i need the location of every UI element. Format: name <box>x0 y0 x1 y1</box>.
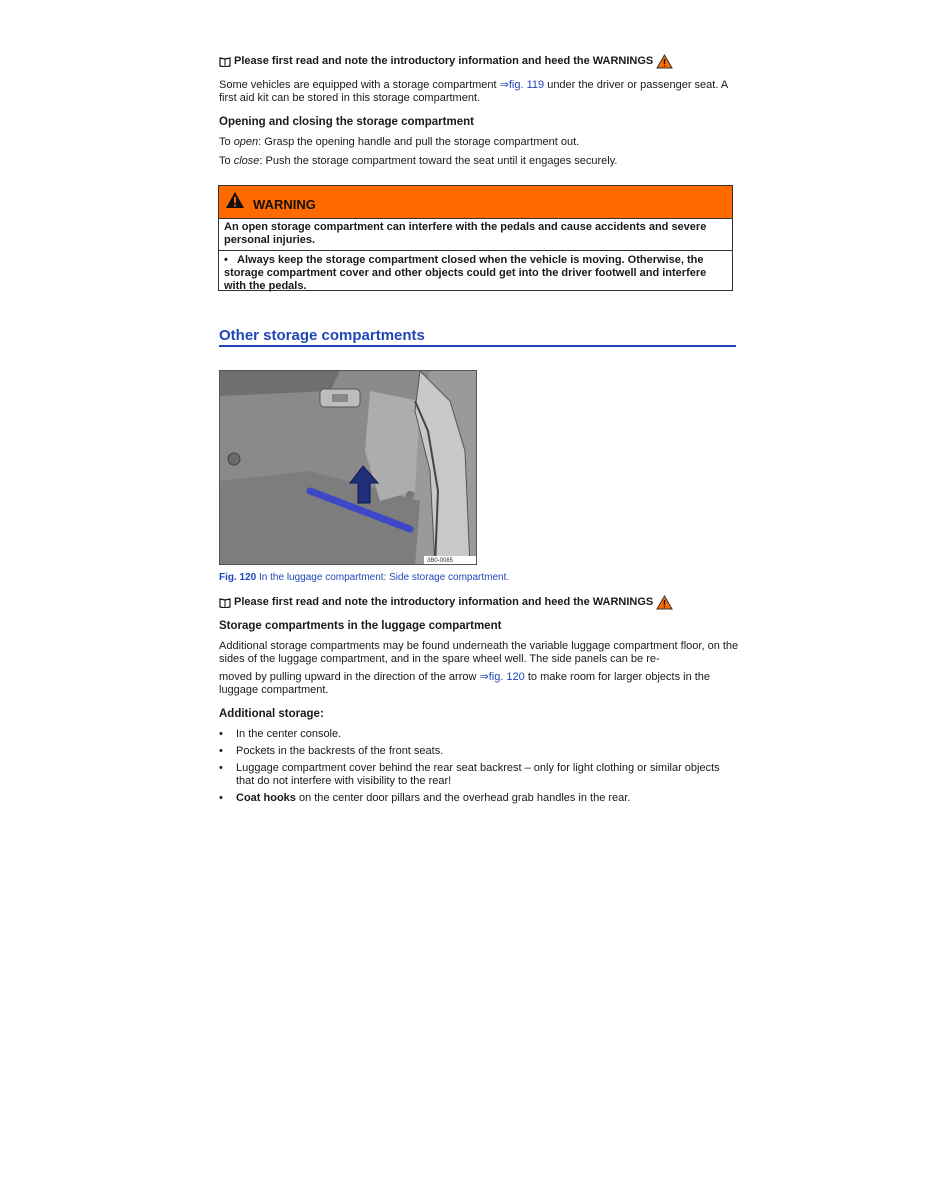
intro-note-text: Please first read and note the introductory information and heed the WARNINGS <box>234 55 654 67</box>
close-rest: : Push the storage compartment toward the seat until it engages securely. <box>259 155 618 167</box>
warning-body <box>219 219 732 293</box>
figure-code: 3B0-0085 <box>427 558 454 564</box>
luggage-heading: Storage compartments in the luggage compartment <box>219 620 502 632</box>
close-prefix: To <box>219 155 234 167</box>
warning-line-1: An open storage compartment can interfere with the pedals and cause accidents and severe personal injuries. <box>224 221 707 246</box>
warning-line-2-text: Always keep the storage compartment closed when the vehicle is moving. Otherwise, the storage compartment cover and other objects could get into the driver footwell and interfere with the pedals. <box>224 254 707 292</box>
intro-text-rest: under the driver or passenger seat. A first aid kit can be stored in this storage compartment. <box>219 79 728 104</box>
list-item-text: In the center console. <box>236 728 342 740</box>
intro-text: Some vehicles are equipped with a storage compartment <box>219 79 500 91</box>
open-instruction <box>219 136 739 149</box>
warning-bullet: • <box>224 254 228 266</box>
close-instruction <box>219 155 739 168</box>
bullet-dot: • <box>219 728 223 740</box>
luggage-paragraph-2 <box>219 671 739 697</box>
caption-text: In the luggage compartment: Side storage compartment. <box>256 572 510 583</box>
bullet-dot: • <box>219 762 223 774</box>
intro-note <box>219 54 673 69</box>
luggage-p2-rest: to make room for larger objects in the luggage compartment. <box>219 671 711 696</box>
fig-119-link[interactable]: ⇒fig. 119 <box>499 79 545 91</box>
figure-caption <box>219 571 509 584</box>
fig-120-link[interactable]: ⇒fig. 120 <box>479 671 525 683</box>
section-title: Other storage compartments <box>219 329 736 347</box>
warning-title: WARNING <box>253 197 316 212</box>
warning-divider <box>219 250 732 251</box>
open-em: open <box>233 136 259 148</box>
book-icon <box>219 598 231 608</box>
warning-triangle-icon <box>656 595 673 610</box>
bullet-dot: • <box>219 792 223 804</box>
warning-header <box>219 186 732 219</box>
warning-box <box>218 185 733 291</box>
coat-hooks-bold: Coat hooks <box>236 792 296 804</box>
coat-hooks-rest: on the center door pillars and the overhead grab handles in the rear. <box>295 792 631 804</box>
caption-label: Fig. 120 <box>219 572 257 583</box>
intro-paragraph <box>219 79 739 105</box>
luggage-note <box>219 595 673 610</box>
list-item-text <box>236 792 736 805</box>
warning-triangle-icon <box>656 54 673 69</box>
opening-heading: Opening and closing the storage compartment <box>219 116 474 128</box>
warning-line-2 <box>224 254 727 293</box>
open-rest: : Grasp the opening handle and pull the storage compartment out. <box>258 136 580 148</box>
close-em: close <box>233 155 260 167</box>
open-prefix: To <box>219 136 234 148</box>
luggage-p2-text: moved by pulling upward in the direction of the arrow <box>219 671 480 683</box>
luggage-compartment-illustration <box>220 371 477 565</box>
figure-120 <box>219 370 477 565</box>
additional-heading: Additional storage: <box>219 708 324 720</box>
bullet-dot: • <box>219 745 223 757</box>
warning-icon <box>225 191 245 209</box>
luggage-paragraph-1: Additional storage compartments may be found underneath the variable luggage compartment floor, on the sides of the luggage compartment, and in the spare wheel well. The side panels can be re- <box>219 640 739 665</box>
list-item-text: Luggage compartment cover behind the rear seat backrest – only for light clothing or similar objects that do not interfere with visibility to the rear! <box>236 762 720 787</box>
list-item-text: Pockets in the backrests of the front seats. <box>236 745 444 757</box>
luggage-note-text: Please first read and note the introductory information and heed the WARNINGS <box>234 596 654 608</box>
book-icon <box>219 57 231 67</box>
